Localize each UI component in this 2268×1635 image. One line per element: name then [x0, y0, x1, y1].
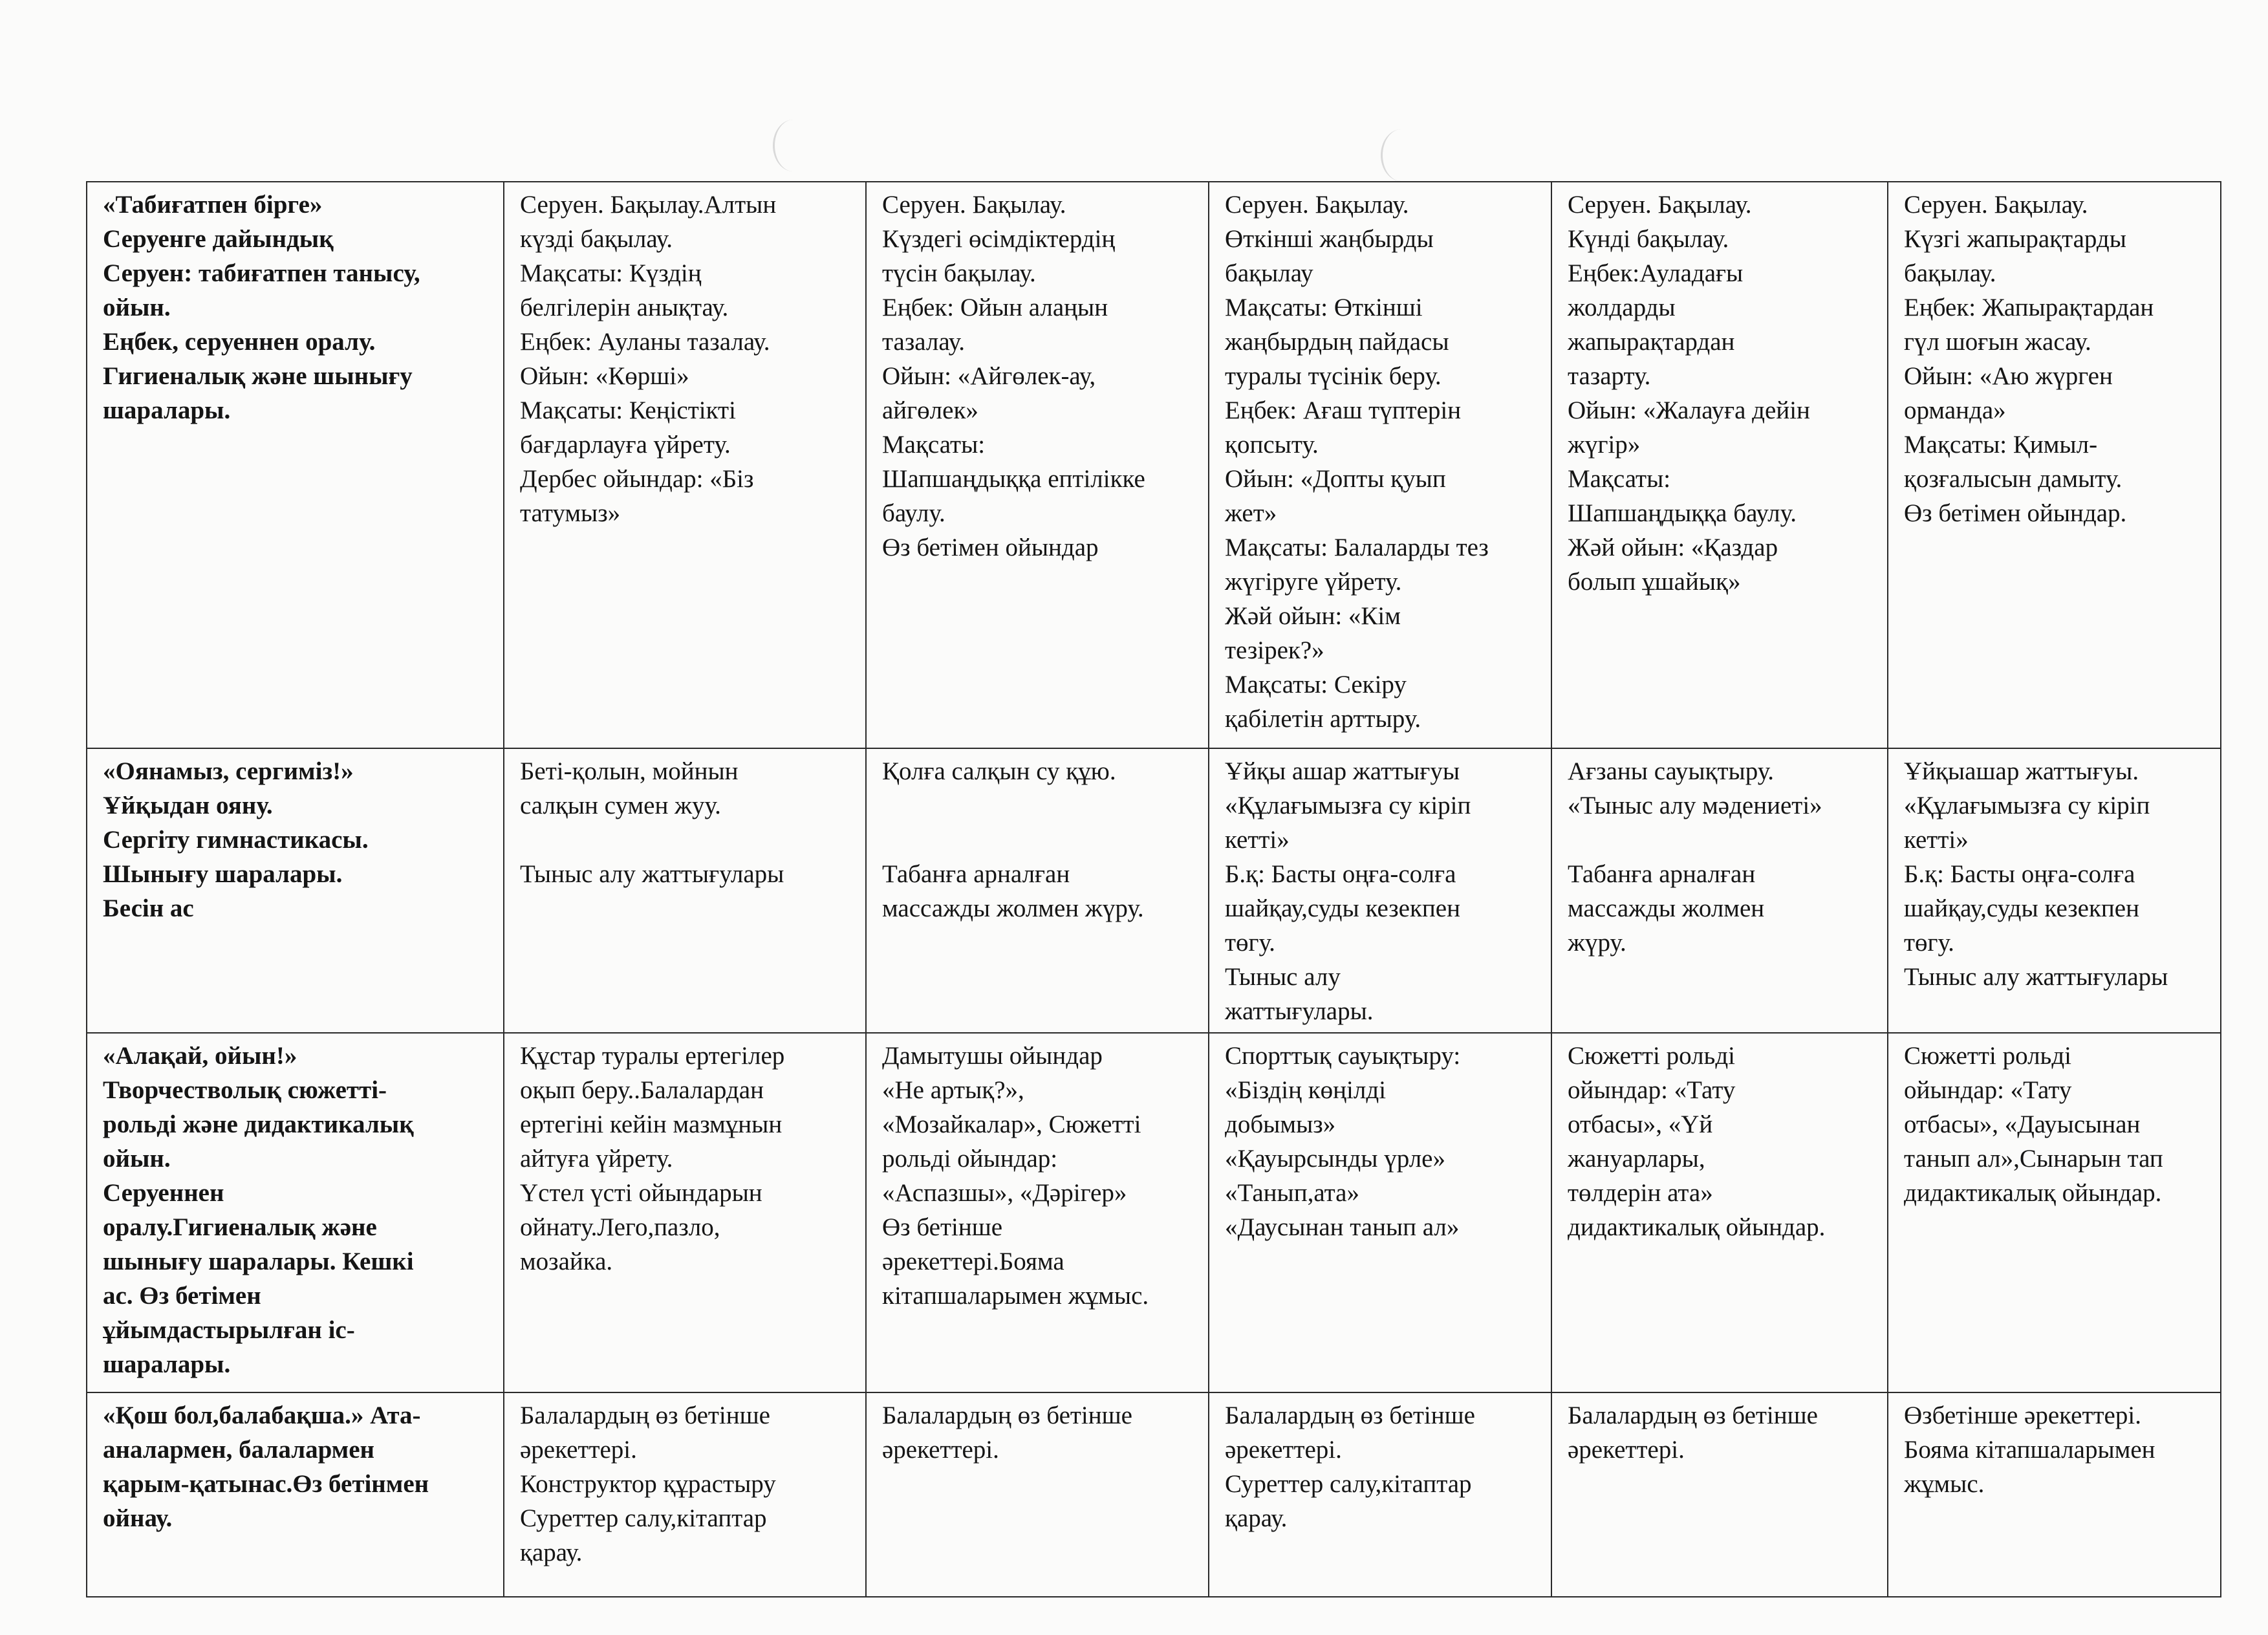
cell-text-line: белгілерін анықтау. — [520, 294, 729, 321]
cell-text-line: Балалардың өз бетінше — [1225, 1402, 1475, 1429]
cell-text-line: жұмыс. — [1904, 1470, 1985, 1498]
cell-text-line: танып ал»,Сынарын тап — [1904, 1145, 2163, 1173]
table-cell — [504, 1033, 866, 1392]
cell-text-line: Тыныс алу жаттығулары — [520, 860, 784, 888]
cell-text-line: Шапшаңдыққа баулу. — [1568, 499, 1797, 527]
cell-text-line: қарым-қатынас.Өз бетінмен — [103, 1470, 429, 1498]
cell-text-line: Өткінші жаңбырды — [1225, 225, 1434, 253]
cell-text-line: ойындар: «Тату — [1904, 1076, 2072, 1104]
cell-text-line: жүру. — [1568, 929, 1626, 957]
cell-text-line: Серуен. Бақылау. — [882, 191, 1066, 219]
cell-text-line: татумыз» — [520, 499, 621, 527]
row-header-cell — [87, 1033, 504, 1392]
cell-text-line: Мақсаты: — [1568, 465, 1671, 493]
cell-text-line: рольді және дидактикалық — [103, 1110, 414, 1138]
cell-text-line: ойнау. — [103, 1504, 173, 1532]
cell-text-line: «Не артық?», — [882, 1076, 1024, 1104]
cell-text-line: «Оянамыз, сергиміз!» — [103, 757, 354, 785]
cell-text-line: Мақсаты: — [882, 431, 986, 459]
cell-text-line: Ойын: «Көрші» — [520, 362, 689, 390]
cell-text-line: Күзгі жапырақтарды — [1904, 225, 2126, 253]
cell-text-line: Сергіту гимнастикасы. — [103, 826, 369, 854]
cell-text-line: Мақсаты: Қимыл- — [1904, 431, 2098, 459]
cell-text-line: Гигиеналық және шынығу — [103, 362, 413, 390]
cell-text-line: төгу. — [1225, 929, 1275, 957]
cell-text-line: Серуен. Бақылау. — [1904, 191, 2088, 219]
cell-text-line: ертегіні кейін мазмұнын — [520, 1110, 783, 1138]
cell-text-line: Б.қ: Басты оңға-солға — [1904, 860, 2135, 888]
cell-text-line: қабілетін арттыру. — [1225, 705, 1421, 733]
table-cell — [504, 182, 866, 748]
cell-text-line: шайқау,суды кезекпен — [1225, 894, 1460, 922]
cell-text-line: орманда» — [1904, 396, 2006, 424]
table-cell — [1209, 1033, 1551, 1392]
cell-text-line: Шапшаңдыққа ептілікке — [882, 465, 1145, 493]
cell-text-line: төгу. — [1904, 929, 1954, 957]
cell-text-line: айтуға үйрету. — [520, 1145, 673, 1173]
cell-text-line: баулу. — [882, 499, 945, 527]
cell-text-line: жаңбырдың пайдасы — [1225, 328, 1449, 356]
cell-text-line: ас. Өз бетімен — [103, 1282, 261, 1310]
cell-text-line: Сюжетті рольді — [1904, 1042, 2072, 1070]
table-cell — [1551, 748, 1888, 1033]
cell-text-line: Ойын: «Аю жүрген — [1904, 362, 2113, 390]
table-cell — [866, 1033, 1209, 1392]
cell-text-line: Ағзаны сауықтыру. — [1568, 757, 1775, 785]
cell-text-line: Жәй ойын: «Кім — [1225, 602, 1401, 630]
cell-text-line: Еңбек, серуеннен оралу. — [103, 328, 376, 356]
table-cell — [1209, 1392, 1551, 1597]
cell-text-line: Ойын: «Допты қуып — [1225, 465, 1446, 493]
cell-text-line: Серуен. Бақылау. — [1568, 191, 1752, 219]
cell-text-line: Өз бетімен ойындар — [882, 534, 1099, 561]
cell-text-line: Серуеннен — [103, 1179, 224, 1207]
cell-text-line: түсін бақылау. — [882, 259, 1036, 287]
table-cell — [866, 182, 1209, 748]
table-cell — [504, 748, 866, 1033]
table-cell — [1551, 182, 1888, 748]
cell-text-line: дидактикалық ойындар. — [1568, 1213, 1826, 1241]
table-cell — [866, 748, 1209, 1033]
cell-text-line: Серуен. Бақылау. — [1225, 191, 1409, 219]
cell-text-line: жолдарды — [1568, 294, 1676, 321]
cell-text-line: Құстар туралы ертегілер — [520, 1042, 785, 1070]
cell-text-line — [1568, 823, 1877, 857]
cell-text-line: Күздегі өсімдіктердің — [882, 225, 1116, 253]
cell-text-line: «Құлағымызға су кіріп — [1225, 792, 1471, 819]
cell-text-line: қозғалысын дамыту. — [1904, 465, 2122, 493]
table-cell — [504, 1392, 866, 1597]
cell-text-line: Творчестволық сюжетті- — [103, 1076, 387, 1104]
cell-text-line — [882, 788, 1198, 823]
cell-text-line: «Алақай, ойын!» — [103, 1042, 297, 1070]
cell-text-line: әрекеттері. — [882, 1436, 999, 1464]
cell-text-line: Ойын: «Жалауға дейін — [1568, 396, 1810, 424]
cell-text-line: Бояма кітапшаларымен — [1904, 1436, 2155, 1464]
table-cell — [1888, 1392, 2221, 1597]
cell-text-line: кетті» — [1225, 826, 1290, 854]
cell-text-line: Б.қ: Басты оңға-солға — [1225, 860, 1456, 888]
cell-text-line: Балалардың өз бетінше — [1568, 1402, 1818, 1429]
cell-text-line: шайқау,суды кезекпен — [1904, 894, 2139, 922]
cell-text-line: Тыныс алу жаттығулары — [1904, 963, 2168, 991]
cell-text-line: «Қауырсынды үрле» — [1225, 1145, 1445, 1173]
cell-text-line: Сюжетті рольді — [1568, 1042, 1736, 1070]
cell-text-line: Серуенге дайындық — [103, 225, 334, 253]
cell-text-line: Жәй ойын: «Қаздар — [1568, 534, 1778, 561]
cell-text-line: Өз бетінше — [882, 1213, 1003, 1241]
cell-text-line: Қолға салқын су құю. — [882, 757, 1116, 785]
cell-text-line: Спорттық сауықтыру: — [1225, 1042, 1461, 1070]
cell-text-line: ұйымдастырылған іс- — [103, 1316, 355, 1344]
cell-text-line: әрекеттері. — [520, 1436, 637, 1464]
cell-text-line: жаттығулары. — [1225, 997, 1374, 1025]
punch-hole-right — [1381, 129, 1421, 181]
row-header-cell — [87, 748, 504, 1033]
cell-text-line: Балалардың өз бетінше — [882, 1402, 1132, 1429]
cell-text-line — [520, 823, 855, 857]
cell-text-line: Тыныс алу — [1225, 963, 1341, 991]
cell-text-line: ойнату.Лего,пазло, — [520, 1213, 720, 1241]
table-cell — [1209, 748, 1551, 1033]
cell-text-line: болып ұшайық» — [1568, 568, 1741, 596]
cell-text-line: Суреттер салу,кітаптар — [520, 1504, 767, 1532]
cell-text-line: бағдарлауға үйрету. — [520, 431, 731, 459]
cell-text-line: Күнді бақылау. — [1568, 225, 1729, 253]
cell-text-line: Мақсаты: Күздің — [520, 259, 702, 287]
daily-plan-table — [86, 181, 2221, 1597]
cell-text-line: Еңбек: Ауланы тазалау. — [520, 328, 770, 356]
cell-text-line: тазалау. — [882, 328, 966, 356]
cell-text-line: мозайка. — [520, 1248, 613, 1275]
table-row — [87, 1033, 2221, 1392]
cell-text-line: шаралары. — [103, 1350, 231, 1378]
cell-text-line: «Танып,ата» — [1225, 1179, 1359, 1207]
cell-text-line: Серуен: табиғатпен танысу, — [103, 259, 420, 287]
cell-text-line: Еңбек: Ойын алаңын — [882, 294, 1108, 321]
cell-text-line: Дербес ойындар: «Біз — [520, 465, 754, 493]
table-cell — [1551, 1392, 1888, 1597]
cell-text-line: әрекеттері. — [1225, 1436, 1342, 1464]
cell-text-line: Өз бетімен ойындар. — [1904, 499, 2127, 527]
table-cell — [1209, 182, 1551, 748]
cell-text-line: Балалардың өз бетінше — [520, 1402, 770, 1429]
cell-text-line: «Тыныс алу мәдениеті» — [1568, 792, 1822, 819]
row-header-cell — [87, 1392, 504, 1597]
punch-hole-left — [773, 120, 814, 171]
table-cell — [1551, 1033, 1888, 1392]
cell-text-line: Еңбек: Жапырақтардан — [1904, 294, 2154, 321]
cell-text-line: жануарлары, — [1568, 1145, 1705, 1173]
cell-text-line — [882, 823, 1198, 857]
cell-text-line: салқын сумен жуу. — [520, 792, 721, 819]
cell-text-line: Суреттер салу,кітаптар — [1225, 1470, 1472, 1498]
cell-text-line: тезірек?» — [1225, 636, 1324, 664]
cell-text-line: гүл шоғын жасау. — [1904, 328, 2091, 356]
cell-text-line: кетті» — [1904, 826, 1969, 854]
cell-text-line: шынығу шаралары. Кешкі — [103, 1248, 414, 1275]
cell-text-line: отбасы», «Үй — [1568, 1110, 1713, 1138]
cell-text-line: қопсыту. — [1225, 431, 1319, 459]
cell-text-line: Мақсаты: Өткінші — [1225, 294, 1423, 321]
cell-text-line: Дамытушы ойындар — [882, 1042, 1103, 1070]
cell-text-line: «Құлағымызға су кіріп — [1904, 792, 2150, 819]
table-cell — [1888, 748, 2221, 1033]
cell-text-line: отбасы», «Дауысынан — [1904, 1110, 2141, 1138]
table-cell — [1888, 1033, 2221, 1392]
table-row — [87, 182, 2221, 748]
cell-text-line: добымыз» — [1225, 1110, 1336, 1138]
row-header-cell — [87, 182, 504, 748]
table-row — [87, 748, 2221, 1033]
cell-text-line: Мақсаты: Балаларды тез — [1225, 534, 1489, 561]
cell-text-line: туралы түсінік беру. — [1225, 362, 1442, 390]
cell-text-line: «Аспазшы», «Дәрігер» — [882, 1179, 1127, 1207]
cell-text-line: қарау. — [1225, 1504, 1288, 1532]
cell-text-line: «Қош бол,балабақша.» Ата- — [103, 1402, 421, 1429]
cell-text-line: айгөлек» — [882, 396, 978, 424]
cell-text-line: Табанға арналған — [882, 860, 1070, 888]
cell-text-line: Мақсаты: Кеңістікті — [520, 396, 736, 424]
cell-text-line: массажды жолмен жүру. — [882, 894, 1144, 922]
cell-text-line: Табанға арналған — [1568, 860, 1756, 888]
cell-text-line: жүгіруге үйрету. — [1225, 568, 1402, 596]
cell-text-line: «Табиғатпен бірге» — [103, 191, 323, 219]
cell-text-line: ойын. — [103, 1145, 171, 1173]
cell-text-line: Ұйқы ашар жаттығуы — [1225, 757, 1460, 785]
cell-text-line: оқып беру..Балалардан — [520, 1076, 764, 1104]
table-cell — [1888, 182, 2221, 748]
cell-text-line: шаралары. — [103, 396, 231, 424]
table-row — [87, 1392, 2221, 1597]
cell-text-line: Конструктор құрастыру — [520, 1470, 776, 1498]
cell-text-line: Бесін ас — [103, 894, 194, 922]
cell-text-line: Еңбек: Ағаш түптерін — [1225, 396, 1462, 424]
cell-text-line: төлдерін ата» — [1568, 1179, 1713, 1207]
cell-text-line: жапырақтардан — [1568, 328, 1735, 356]
cell-text-line: аналармен, балалармен — [103, 1436, 375, 1464]
cell-text-line: ойындар: «Тату — [1568, 1076, 1736, 1104]
cell-text-line: қарау. — [520, 1539, 583, 1566]
cell-text-line: «Мозайкалар», Сюжетті — [882, 1110, 1141, 1138]
cell-text-line: Ойын: «Айгөлек-ау, — [882, 362, 1096, 390]
cell-text-line: Өзбетінше әрекеттері. — [1904, 1402, 2141, 1429]
cell-text-line: «Біздің көңілді — [1225, 1076, 1387, 1104]
cell-text-line: оралу.Гигиеналық және — [103, 1213, 377, 1241]
cell-text-line: «Даусынан танып ал» — [1225, 1213, 1460, 1241]
cell-text-line: әрекеттері. — [1568, 1436, 1685, 1464]
cell-text-line: жет» — [1225, 499, 1277, 527]
cell-text-line: ойын. — [103, 294, 171, 321]
cell-text-line: Үстел үсті ойындарын — [520, 1179, 762, 1207]
cell-text-line: Мақсаты: Секіру — [1225, 671, 1407, 698]
cell-text-line: массажды жолмен — [1568, 894, 1765, 922]
cell-text-line: рольді ойындар: — [882, 1145, 1058, 1173]
cell-text-line: тазарту. — [1568, 362, 1651, 390]
cell-text-line: Еңбек:Ауладағы — [1568, 259, 1744, 287]
table-cell — [866, 1392, 1209, 1597]
cell-text-line: Серуен. Бақылау.Алтын — [520, 191, 777, 219]
cell-text-line: әрекеттері.Бояма — [882, 1248, 1064, 1275]
cell-text-line: күзді бақылау. — [520, 225, 673, 253]
cell-text-line: Шынығу шаралары. — [103, 860, 343, 888]
cell-text-line: бақылау. — [1904, 259, 1996, 287]
cell-text-line: Ұйқыдан ояну. — [103, 792, 273, 819]
cell-text-line: кітапшаларымен жұмыс. — [882, 1282, 1149, 1310]
cell-text-line: Ұйқыашар жаттығуы. — [1904, 757, 2139, 785]
cell-text-line: бақылау — [1225, 259, 1313, 287]
cell-text-line: Беті-қолын, мойнын — [520, 757, 739, 785]
cell-text-line: жүгір» — [1568, 431, 1641, 459]
cell-text-line: дидактикалық ойындар. — [1904, 1179, 2162, 1207]
